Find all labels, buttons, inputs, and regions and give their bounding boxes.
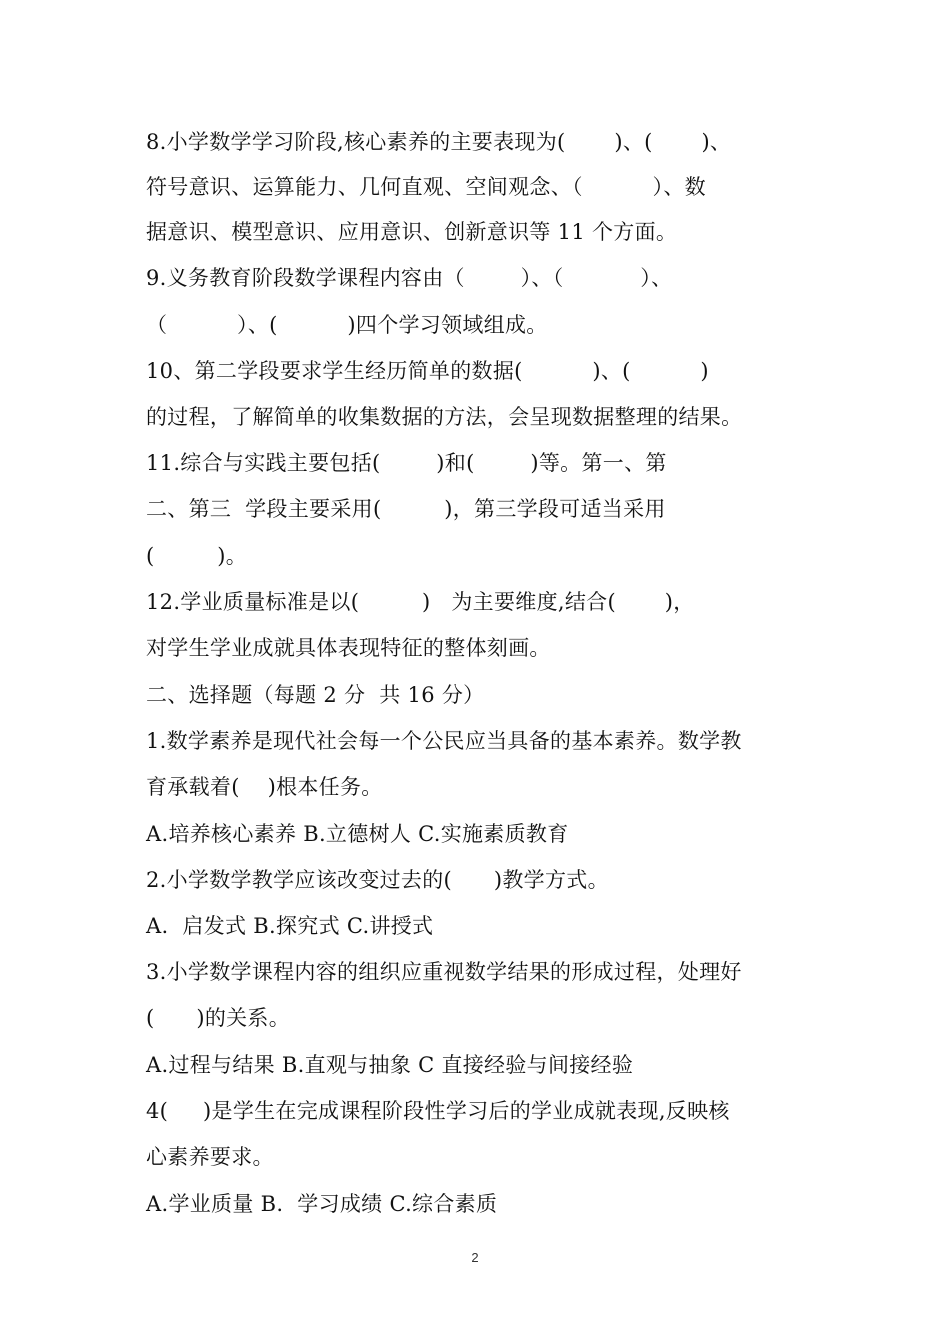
choice-4-line-1: 4( )是学生在完成课程阶段性学习后的学业成就表现,反映核 [146,1099,730,1123]
page-number: 2 [471,1250,479,1265]
choice-1-line-1: 1.数学素养是现代社会每一个公民应当具备的基本素养。数学教 [146,729,742,753]
question-9-line-1: 9.义务教育阶段数学课程内容由（ ）、（ ）、 [146,266,673,290]
choice-3-line-1: 3.小学数学课程内容的组织应重视数学结果的形成过程，处理好 [146,960,742,984]
question-11-line-2: 二、第三 学段主要采用( )，第三学段可适当采用 [146,497,666,521]
question-12-line-2: 对学生学业成就具体表现特征的整体刻画。 [146,636,551,660]
choice-4-line-2: 心素养要求。 [146,1145,274,1169]
choice-2-options: A. 启发式 B.探究式 C.讲授式 [146,914,434,938]
choice-1-line-2: 育承载着( )根本任务。 [146,775,383,799]
choice-3-line-2: ( )的关系。 [146,1006,291,1030]
question-10-line-2: 的过程，了解简单的收集数据的方法，会呈现数据整理的结果。 [146,405,743,429]
question-11-line-3: ( )。 [146,544,248,568]
question-8-line-3: 据意识、模型意识、应用意识、创新意识等 11 个方面。 [146,220,678,244]
question-10-line-1: 10、第二学段要求学生经历简单的数据( )、( ) [146,359,709,383]
question-8-line-1: 8.小学数学学习阶段,核心素养的主要表现为( )、( )、 [146,130,732,154]
choice-3-options: A.过程与结果 B.直观与抽象 C 直接经验与间接经验 [146,1053,634,1077]
choice-4-options: A.学业质量 B. 学习成绩 C.综合素质 [146,1192,498,1216]
question-12-line-1: 12.学业质量标准是以( ) 为主要维度,结合( )， [146,590,695,614]
section-heading-choice: 二、选择题（每题 2 分 共 16 分） [146,683,485,707]
choice-2-stem: 2.小学数学教学应该改变过去的( )教学方式。 [146,868,609,892]
question-8-line-2: 符号意识、运算能力、几何直观、空间观念、（ ）、数 [146,175,706,199]
question-11-line-1: 11.综合与实践主要包括( )和( )等。第一、第 [146,451,667,475]
choice-1-options: A.培养核心素养 B.立德树人 C.实施素质教育 [146,822,569,846]
question-9-line-2: （ ）、( )四个学习领域组成。 [146,313,548,337]
